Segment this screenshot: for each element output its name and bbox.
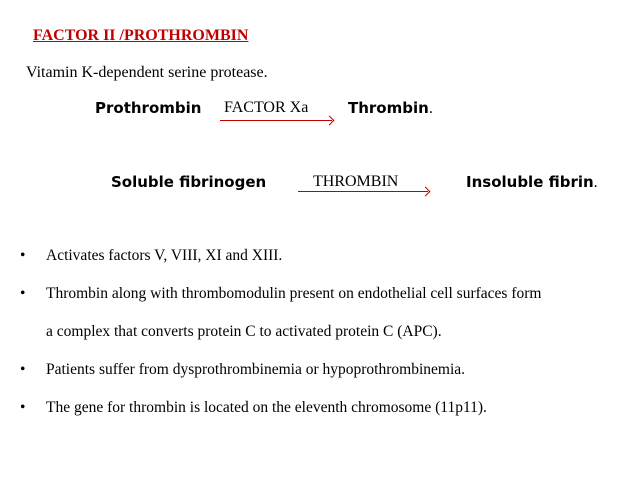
bullet-list (20, 244, 620, 434)
list-item (20, 282, 620, 344)
reaction2-arrow-icon (298, 191, 428, 192)
reaction1-enzyme: FACTOR Xa (224, 99, 309, 116)
bullet-icon: • (20, 247, 26, 264)
reaction2-substrate: Soluble fibrinogen (111, 173, 267, 191)
reaction1-arrow-icon (220, 120, 332, 121)
reaction2-period: . (593, 174, 598, 191)
bullet-text-continued: a complex that converts protein C to activated protein C (APC). (46, 323, 442, 340)
bullet-icon: • (20, 399, 26, 416)
bullet-icon: • (20, 285, 26, 302)
bullet-icon: • (20, 361, 26, 378)
bullet-text: The gene for thrombin is located on the eleventh chromosome (11p11). (46, 399, 487, 416)
reaction1-product-group (348, 99, 433, 118)
reaction2-enzyme: THROMBIN (313, 173, 399, 190)
list-item (20, 396, 620, 420)
bullet-text: Patients suffer from dysprothrombinemia or hypoprothrombinemia. (46, 361, 465, 378)
list-item (20, 244, 620, 268)
reaction1-product: Thrombin (348, 99, 429, 117)
reaction1-period: . (428, 100, 433, 117)
list-item (20, 358, 620, 382)
slide-subtitle: Vitamin K-dependent serine protease. (26, 64, 268, 81)
slide-title: FACTOR II /PROTHROMBIN (33, 27, 249, 44)
reaction2-product-group (466, 173, 598, 192)
reaction1-substrate: Prothrombin (95, 99, 202, 117)
reaction2-product: Insoluble fibrin (466, 173, 594, 191)
bullet-text: Thrombin along with thrombomodulin present on endothelial cell surfaces form (46, 285, 542, 302)
bullet-text: Activates factors V, VIII, XI and XIII. (46, 247, 283, 264)
